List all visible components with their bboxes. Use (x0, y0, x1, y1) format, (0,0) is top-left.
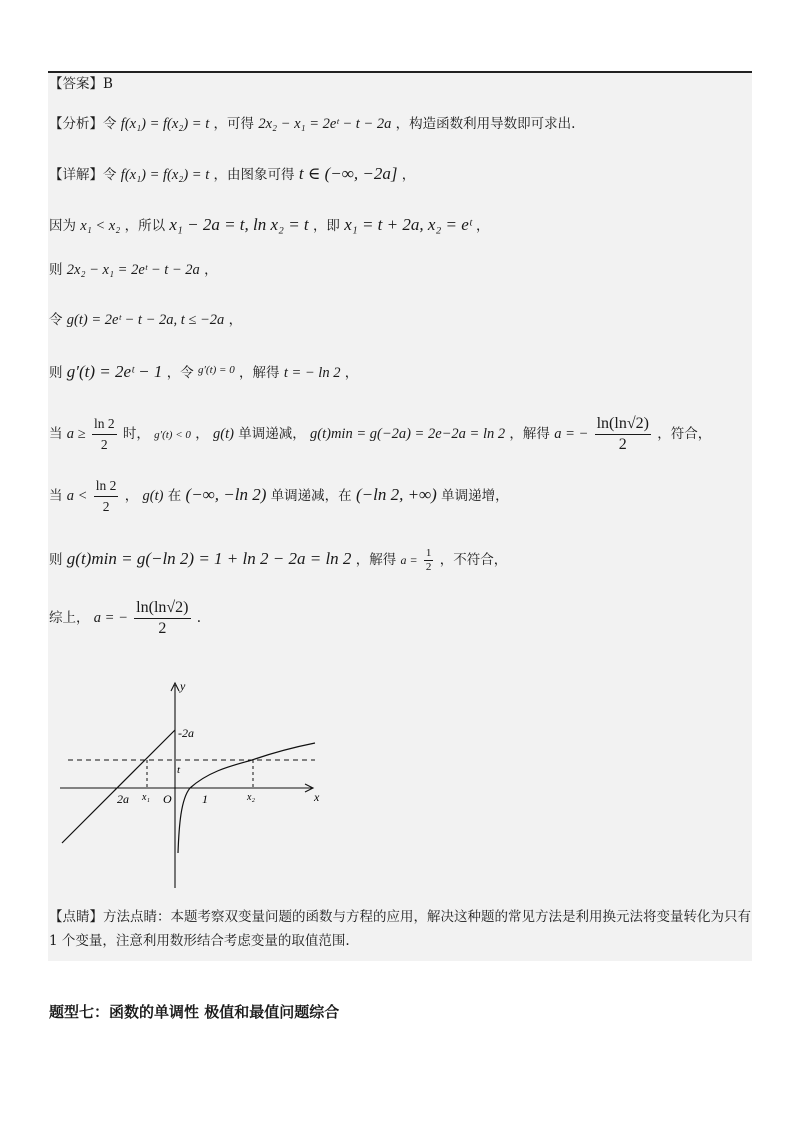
text: 单调递减， (238, 426, 306, 442)
text: ， (344, 365, 359, 381)
detail-expr-1: f(x₁) = f(x₂) = t (120, 167, 210, 183)
fraction-numerator: ln 2 (92, 414, 117, 435)
detail-label: 【详解】令 (49, 167, 117, 183)
math-expr: x₁ − 2a = t, ln x₂ = t (169, 215, 309, 234)
math-expr: x₁ < x₂ (80, 218, 121, 234)
text: 综上， (49, 610, 90, 626)
neg-2a-label: -2a (178, 726, 194, 740)
fraction (92, 414, 117, 455)
math-expr: g′(t) = 2eᵗ − 1 (66, 362, 163, 381)
detail-text: ，由图象可得 (213, 167, 295, 183)
x1-label: x₁ (142, 792, 150, 803)
math-expr: g(t)min = g(−2a) = 2e−2a = ln 2 (310, 426, 506, 442)
fraction-denominator: 2 (100, 437, 108, 452)
fraction-numerator: ln(ln√2) (134, 598, 190, 619)
remark-paragraph: 【点睛】方法点睛：本题考察双变量问题的函数与方程的应用，解决这种题的常见方法是利用换元法将变量转化为只有 1 个变量，注意利用数形结合考虑变量的取值范围. (49, 909, 751, 949)
math-expr: (−ln 2, +∞) (355, 485, 437, 504)
line-4 (49, 260, 218, 280)
detail-line (49, 164, 415, 185)
analysis-expr-2: 2x₂ − x₁ = 2eᵗ − t − 2a (258, 116, 392, 132)
text: 因为 (49, 218, 76, 234)
analysis-line (49, 114, 575, 134)
y-axis-label: y (180, 679, 186, 693)
math-expr: 2x₂ − x₁ = 2eᵗ − t − 2a (66, 262, 200, 278)
text: 当 (49, 488, 63, 504)
fraction-denominator: 2 (158, 620, 167, 637)
t-label: t (177, 764, 181, 776)
one-label: 1 (202, 792, 208, 806)
text: 则 (49, 365, 63, 381)
math-expr: a = (400, 553, 418, 567)
line-3 (49, 215, 489, 236)
text: ，解得 (509, 426, 550, 442)
line-10 (49, 598, 201, 639)
fraction-denominator: 2 (618, 436, 627, 453)
analysis-label: 【分析】令 (49, 116, 117, 132)
math-expr: (−∞, −ln 2) (185, 485, 267, 504)
line-8 (49, 476, 509, 517)
linear-branch (62, 730, 175, 843)
text: 当 (49, 426, 63, 442)
fraction-numerator: ln(ln√2) (595, 414, 651, 435)
math-expr: t = − ln 2 (283, 365, 341, 381)
text: ，令 (166, 365, 194, 381)
line-7 (49, 414, 711, 455)
text: 在 (167, 488, 182, 504)
text: ，不符合， (439, 552, 508, 568)
text: ， (475, 218, 490, 234)
line-6 (49, 362, 358, 384)
2a-label: 2a (117, 792, 129, 806)
math-expr: g′(t) = 0 (198, 364, 235, 376)
text: 单调递减，在 (270, 488, 352, 504)
function-graph (50, 675, 340, 893)
math-expr: a = − (93, 610, 128, 626)
text: 则 (49, 262, 63, 278)
fraction (595, 414, 651, 455)
fraction (134, 598, 190, 639)
text: ，所以 (124, 218, 166, 234)
fraction (424, 547, 434, 574)
math-expr: g(t)min = g(−ln 2) = 1 + ln 2 − 2a = ln 2 (66, 549, 352, 568)
line-9 (49, 547, 507, 574)
fraction (94, 476, 119, 517)
x-axis-label: x (314, 790, 320, 804)
math-expr: g(t) (212, 426, 234, 442)
text: ， (204, 262, 218, 278)
section-heading: 题型七：函数的单调性 极值和最值问题综合 (49, 1003, 340, 1021)
text: ，即 (312, 218, 340, 234)
fraction-denominator: 2 (102, 499, 110, 514)
text: 时， (122, 426, 150, 442)
math-expr: g′(t) < 0 (154, 429, 191, 441)
detail-expr-2: t ∈ (−∞, −2a] (298, 164, 398, 183)
analysis-text: ，可得 (213, 116, 255, 132)
text: ，符合， (657, 426, 712, 442)
detail-tail: ， (401, 167, 416, 183)
analysis-expr-1: f(x₁) = f(x₂) = t (120, 116, 210, 132)
top-divider (48, 71, 752, 73)
text: ， (124, 488, 139, 504)
analysis-tail: ，构造函数利用导数即可求出. (395, 116, 576, 132)
text: 令 (49, 312, 63, 328)
answer-line (49, 74, 113, 94)
x2-label: x₂ (247, 792, 255, 803)
text: . (196, 610, 202, 626)
text: ， (228, 312, 243, 328)
text: 则 (49, 552, 63, 568)
math-expr: a = − (554, 426, 589, 442)
text: ，解得 (355, 552, 397, 568)
math-expr: g(t) (142, 488, 164, 504)
line-5 (49, 310, 242, 330)
fraction-numerator: ln 2 (94, 476, 119, 497)
text: 单调递增， (441, 488, 509, 504)
text: ， (195, 426, 209, 442)
answer-text: 【答案】B (49, 76, 113, 92)
math-expr: g(t) = 2eᵗ − t − 2a, t ≤ −2a (66, 312, 225, 328)
text: ，解得 (239, 365, 280, 381)
math-expr: a ≥ (66, 426, 86, 442)
math-expr: x₁ = t + 2a, x₂ = eᵗ (344, 215, 472, 234)
fraction-denominator: 2 (425, 561, 432, 573)
origin-label: O (163, 792, 172, 806)
fraction-numerator: 1 (425, 547, 432, 559)
math-expr: a < (66, 488, 88, 504)
